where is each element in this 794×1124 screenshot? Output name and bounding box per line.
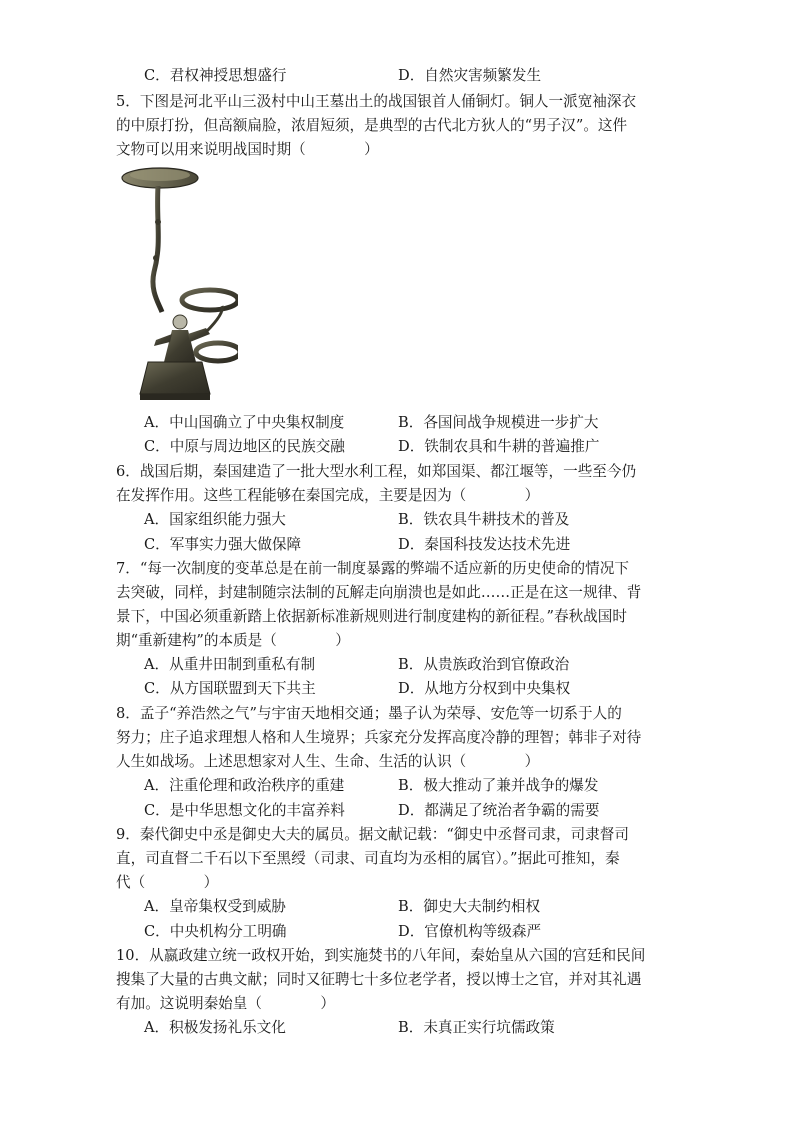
q8-option-a[interactable]: A．注重伦理和政治秩序的重建 [144, 777, 345, 794]
bronze-lamp-image [118, 162, 238, 404]
q4-option-c[interactable]: C．君权神授思想盛行 [144, 67, 287, 84]
q10-option-b[interactable]: B．未真正实行坑儒政策 [398, 1019, 555, 1036]
q6-option-a[interactable]: A．国家组织能力强大 [144, 511, 286, 528]
q5-stem-line-2: 的中原打扮，但高额扁脸，浓眉短须，是典型的古代北方狄人的“男子汉”。这件 [116, 117, 628, 134]
q6-option-c[interactable]: C．军事实力强大做保障 [144, 536, 302, 553]
q8-option-c[interactable]: C．是中华思想文化的丰富养料 [144, 802, 345, 819]
q6-option-b[interactable]: B．铁农具牛耕技术的普及 [398, 511, 570, 528]
q10-option-a[interactable]: A．积极发扬礼乐文化 [144, 1019, 286, 1036]
q7-stem-line-1: 7．“每一次制度的变革总是在前一制度暴露的弊端不适应新的历史使命的情况下 [116, 560, 629, 577]
q5-option-a[interactable]: A．中山国确立了中央集权制度 [144, 414, 345, 431]
q7-stem-line-4: 期“重新建构”的本质是（ ） [116, 632, 350, 649]
q9-stem-line-3: 代（ ） [116, 874, 219, 891]
q9-option-a[interactable]: A．皇帝集权受到威胁 [144, 898, 286, 915]
q10-stem-line-2: 搜集了大量的古典文献；同时又征聘七十多位老学者，授以博士之官，并对其礼遇 [116, 971, 642, 988]
q8-stem-line-2: 努力；庄子追求理想人格和人生境界；兵家充分发挥高度冷静的理智；韩非子对待 [116, 729, 642, 746]
q4-option-d[interactable]: D．自然灾害频繁发生 [398, 67, 542, 84]
q7-stem-line-3: 景下，中国必须重新踏上依据新标准新规则进行制度建构的新征程。”春秋战国时 [116, 608, 627, 625]
q5-option-b[interactable]: B．各国间战争规模进一步扩大 [398, 414, 599, 431]
q8-stem-line-3: 人生如战场。上述思想家对人生、生命、生活的认识（ ） [116, 753, 540, 770]
q6-stem-line-2: 在发挥作用。这些工程能够在秦国完成，主要是因为（ ） [116, 487, 540, 504]
q6-option-d[interactable]: D．秦国科技发达技术先进 [398, 536, 571, 553]
q6-stem-line-1: 6．战国后期，秦国建造了一批大型水利工程，如郑国渠、都江堰等，一些至今仍 [116, 463, 637, 480]
q7-option-b[interactable]: B．从贵族政治到官僚政治 [398, 656, 570, 673]
q7-option-c[interactable]: C．从方国联盟到天下共主 [144, 680, 316, 697]
q5-stem-line-3: 文物可以用来说明战国时期（ ） [116, 141, 379, 158]
q5-option-d[interactable]: D．铁制农具和牛耕的普遍推广 [398, 438, 600, 455]
q7-option-a[interactable]: A．从重井田制到重私有制 [144, 656, 316, 673]
q8-stem-line-1: 8．孟子“养浩然之气”与宇宙天地相交通；墨子认为荣辱、安危等一切系于人的 [116, 705, 622, 722]
q10-stem-line-3: 有加。这说明秦始皇（ ） [116, 995, 335, 1012]
q8-option-d[interactable]: D．都满足了统治者争霸的需要 [398, 802, 600, 819]
q9-stem-line-2: 直，司直督二千石以下至黑绶（司隶、司直均为丞相的属官）。”据此可推知，秦 [116, 850, 620, 867]
q5-option-c[interactable]: C．中原与周边地区的民族交融 [144, 438, 345, 455]
q9-option-d[interactable]: D．官僚机构等级森严 [398, 923, 542, 940]
q9-stem-line-1: 9．秦代御史中丞是御史大夫的属员。据文献记载：“御史中丞督司隶，司隶督司 [116, 826, 629, 843]
q7-stem-line-2: 去突破，同样，封建制随宗法制的瓦解走向崩溃也是如此……正是在这一规律、背 [116, 584, 642, 601]
q9-option-b[interactable]: B．御史大夫制约相权 [398, 898, 541, 915]
q10-stem-line-1: 10．从嬴政建立统一政权开始，到实施焚书的八年间，秦始皇从六国的宫廷和民间 [116, 947, 646, 964]
q8-option-b[interactable]: B．极大推动了兼并战争的爆发 [398, 777, 599, 794]
q9-option-c[interactable]: C．中央机构分工明确 [144, 923, 287, 940]
q5-stem-line-1: 5．下图是河北平山三汲村中山王墓出土的战国银首人俑铜灯。铜人一派宽袖深衣 [116, 93, 637, 110]
q7-option-d[interactable]: D．从地方分权到中央集权 [398, 680, 571, 697]
